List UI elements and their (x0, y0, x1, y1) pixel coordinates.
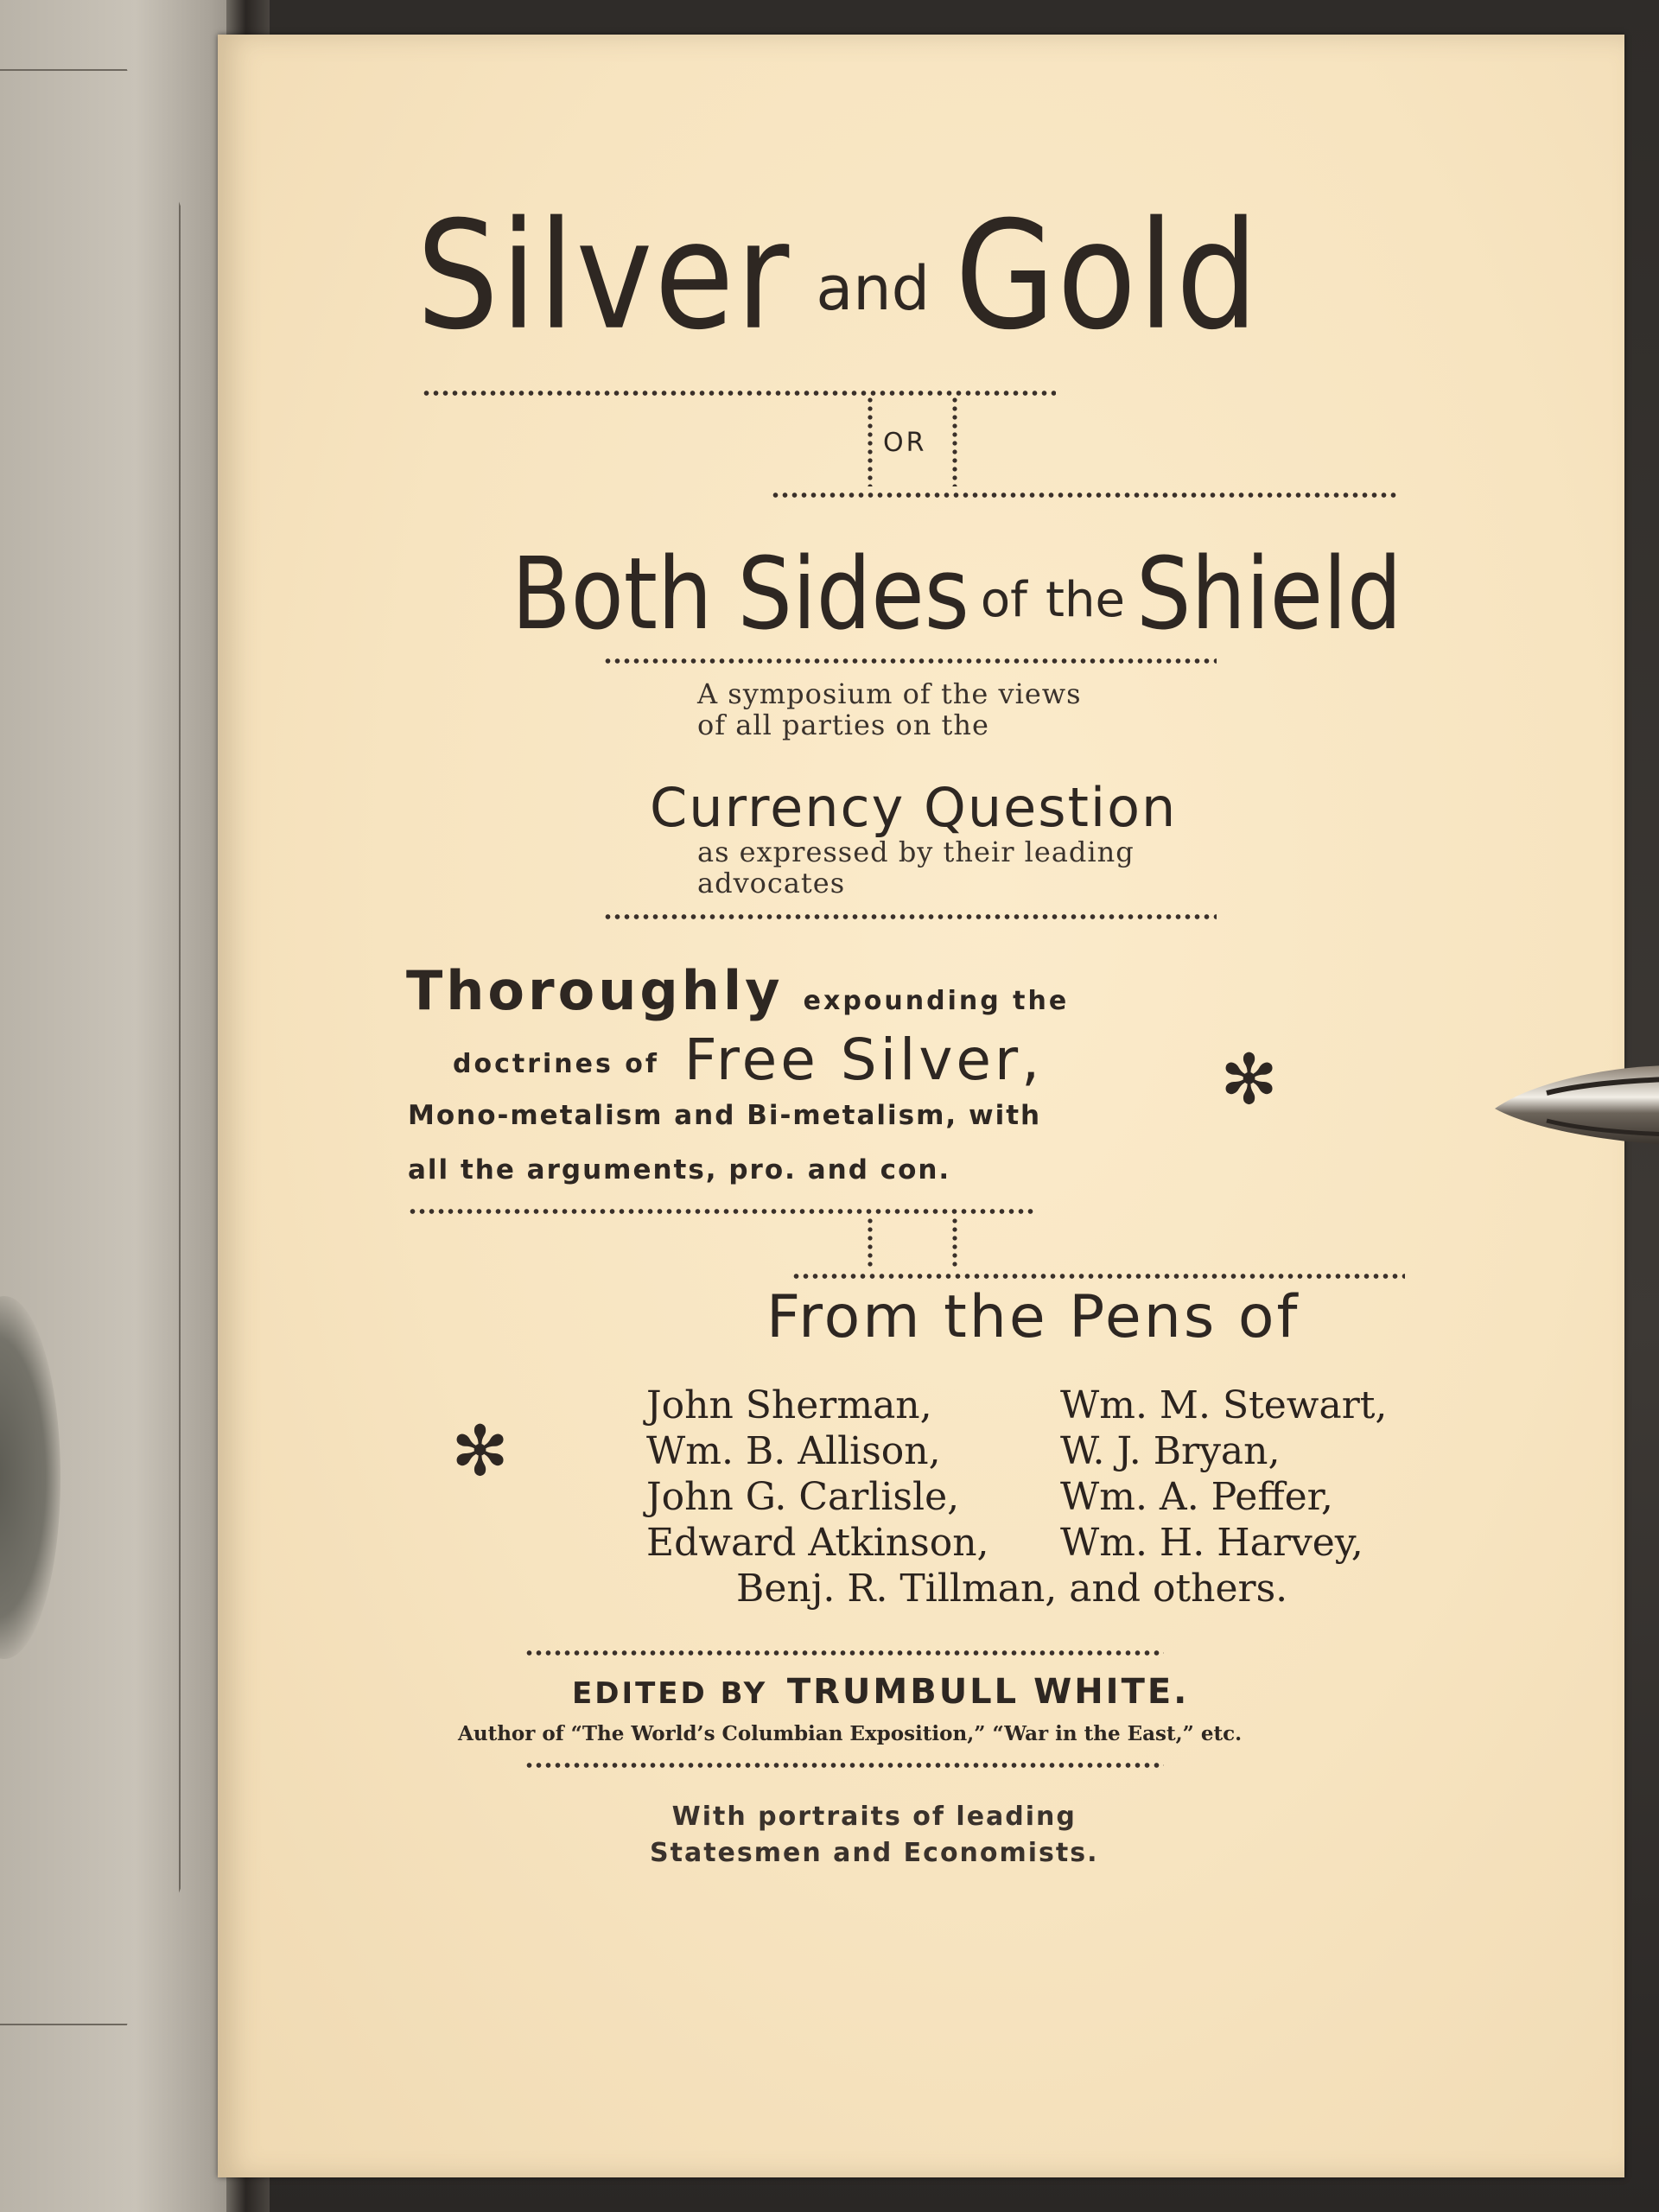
or-label: OR (883, 428, 927, 458)
symposium-line-2: of all parties on the (697, 709, 989, 741)
expressed-text (697, 836, 1135, 899)
dotted-connector (868, 396, 873, 486)
author-name: John Sherman, (646, 1383, 932, 1427)
dotted-rule (422, 389, 1056, 397)
author-name: Wm. M. Stewart, (1060, 1383, 1388, 1427)
symposium-line-1: A symposium of the views (697, 677, 1082, 710)
main-title (416, 190, 1540, 364)
subtitle-the: the (1046, 572, 1125, 628)
expressed-line-2: advocates (697, 867, 846, 899)
dotted-rule (791, 1272, 1405, 1281)
asterisk-ornament: ✻ (1220, 1039, 1279, 1120)
author-name: W. J. Bryan, (1060, 1429, 1281, 1473)
subtitle-both: Both (512, 536, 713, 652)
title-page (218, 35, 1624, 2177)
expounding-text: expounding the (803, 986, 1070, 1016)
expressed-line-1: as expressed by their leading (697, 836, 1135, 868)
dotted-rule (603, 657, 1217, 665)
subtitle (512, 536, 1402, 652)
subtitle-sides: Sides (737, 536, 969, 652)
edited-by (572, 1672, 1189, 1712)
portraits-line-2: Statesmen and Economists. (650, 1838, 1099, 1868)
author-name: Wm. A. Peffer, (1060, 1475, 1333, 1519)
free-silver-text: Free Silver, (683, 1027, 1044, 1093)
mono-metalism-line: Mono-metalism and Bi-metalism, with (408, 1100, 1042, 1131)
author-name: Edward Atkinson, (646, 1521, 989, 1565)
subtitle-shield: Shield (1136, 536, 1402, 652)
author-name: Wm. B. Allison, (646, 1429, 941, 1473)
dotted-connector (952, 396, 957, 486)
portraits-note (650, 1799, 1099, 1872)
title-and: and (816, 253, 931, 324)
dotted-connector (952, 1217, 957, 1270)
portraits-line-1: With portraits of leading (671, 1802, 1077, 1832)
dotted-rule (524, 1649, 1164, 1657)
dotted-rule (408, 1207, 1034, 1216)
authors-left-column (646, 1382, 989, 1566)
dotted-connector (868, 1217, 873, 1270)
pen-tip (1495, 1058, 1659, 1154)
editor-name: TRUMBULL WHITE. (786, 1672, 1190, 1712)
arguments-line: all the arguments, pro. and con. (408, 1154, 951, 1185)
asterisk-ornament: ✻ (451, 1411, 510, 1491)
dotted-rule (524, 1761, 1164, 1770)
edited-by-label: EDITED BY (572, 1676, 768, 1711)
author-name: John G. Carlisle, (646, 1475, 960, 1519)
doctrines-line (453, 1020, 1044, 1093)
plate-border (0, 69, 181, 2025)
symposium-text (697, 678, 1082, 741)
authors-right-column (1060, 1382, 1387, 1566)
thoroughly-word: Thoroughly (406, 959, 784, 1022)
title-gold: Gold (955, 190, 1261, 364)
doctrines-text: doctrines of (453, 1049, 659, 1079)
author-name-last: Benj. R. Tillman, and others. (736, 1567, 1288, 1611)
thoroughly-line (406, 959, 1069, 1022)
dotted-rule (603, 912, 1217, 921)
author-name: Wm. H. Harvey, (1060, 1521, 1363, 1565)
subtitle-of: of (980, 572, 1027, 628)
facing-page (0, 0, 246, 2212)
currency-question: Currency Question (650, 776, 1178, 839)
dotted-rule (771, 491, 1397, 499)
title-silver: Silver (416, 190, 791, 364)
from-the-pens-of: From the Pens of (766, 1283, 1300, 1351)
editor-credits: Author of “The World’s Columbian Exposition,” “War in the East,” etc. (458, 1722, 1243, 1745)
